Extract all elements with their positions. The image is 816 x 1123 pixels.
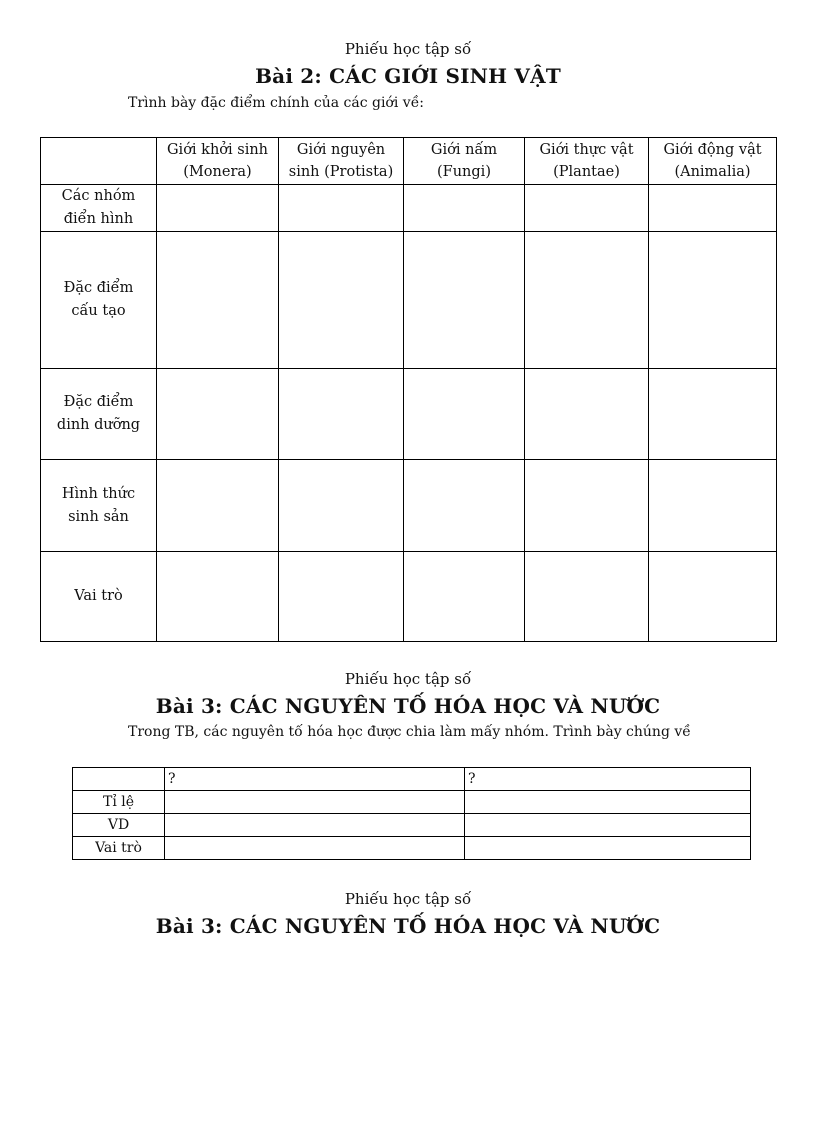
row-reproduction (41, 460, 777, 552)
answer-cell[interactable] (525, 552, 649, 642)
sheet2-label: Phiếu học tập số (344, 670, 472, 688)
answer-cell[interactable] (404, 232, 525, 369)
answer-cell[interactable] (279, 232, 404, 369)
answer-cell[interactable] (404, 185, 525, 232)
answer-cell[interactable] (279, 460, 404, 552)
answer-cell[interactable] (165, 814, 465, 837)
answer-cell[interactable] (525, 232, 649, 369)
elements-table (72, 767, 751, 860)
answer-cell[interactable] (404, 552, 525, 642)
group-header: ? (465, 768, 751, 791)
answer-cell[interactable] (157, 369, 279, 460)
answer-cell[interactable] (157, 460, 279, 552)
answer-cell[interactable] (465, 791, 751, 814)
answer-cell[interactable] (649, 552, 777, 642)
sheet3-label: Phiếu học tập số (344, 890, 472, 908)
answer-cell[interactable] (279, 185, 404, 232)
sheet2-intro: Trong TB, các nguyên tố hóa học được chia làm mấy nhóm. Trình bày chúng về (128, 724, 691, 740)
answer-cell[interactable] (279, 552, 404, 642)
sheet1-title: Bài 2: CÁC GIỚI SINH VẬT (255, 64, 561, 88)
row-header: Đặc điểm cấu tạo (41, 232, 157, 369)
row-header: Vai trò (41, 552, 157, 642)
header-row (73, 768, 751, 791)
sheet2-title: Bài 3: CÁC NGUYÊN TỐ HÓA HỌC VÀ NƯỚC (155, 694, 661, 718)
row-typical-groups (41, 185, 777, 232)
header-plantae: Giới thực vật (Plantae) (525, 138, 649, 185)
row-header: Các nhóm điển hình (41, 185, 157, 232)
answer-cell[interactable] (649, 460, 777, 552)
row-header: Tỉ lệ (73, 791, 165, 814)
header-animalia: Giới động vật (Animalia) (649, 138, 777, 185)
header-monera: Giới khởi sinh (Monera) (157, 138, 279, 185)
row-role (73, 837, 751, 860)
answer-cell[interactable] (157, 185, 279, 232)
corner-cell (41, 138, 157, 185)
answer-cell[interactable] (279, 369, 404, 460)
row-nutrition (41, 369, 777, 460)
answer-cell[interactable] (525, 185, 649, 232)
row-header: Hình thức sinh sản (41, 460, 157, 552)
answer-cell[interactable] (465, 837, 751, 860)
row-header: Vai trò (73, 837, 165, 860)
answer-cell[interactable] (165, 791, 465, 814)
group-header: ? (165, 768, 465, 791)
header-fungi: Giới nấm (Fungi) (404, 138, 525, 185)
answer-cell[interactable] (525, 460, 649, 552)
row-ratio (73, 791, 751, 814)
answer-cell[interactable] (649, 232, 777, 369)
header-protista: Giới nguyên sinh (Protista) (279, 138, 404, 185)
answer-cell[interactable] (165, 837, 465, 860)
answer-cell[interactable] (157, 232, 279, 369)
row-header: VD (73, 814, 165, 837)
answer-cell[interactable] (465, 814, 751, 837)
kingdoms-table (40, 137, 777, 642)
answer-cell[interactable] (404, 369, 525, 460)
answer-cell[interactable] (157, 552, 279, 642)
row-role (41, 552, 777, 642)
sheet1-label: Phiếu học tập số (344, 40, 472, 58)
answer-cell[interactable] (649, 185, 777, 232)
row-header: Đặc điểm dinh dưỡng (41, 369, 157, 460)
sheet3-title: Bài 3: CÁC NGUYÊN TỐ HÓA HỌC VÀ NƯỚC (155, 914, 661, 938)
header-row (41, 138, 777, 185)
corner-cell (73, 768, 165, 791)
sheet1-intro: Trình bày đặc điểm chính của các giới về: (128, 95, 425, 111)
row-example (73, 814, 751, 837)
row-structure (41, 232, 777, 369)
answer-cell[interactable] (525, 369, 649, 460)
answer-cell[interactable] (649, 369, 777, 460)
answer-cell[interactable] (404, 460, 525, 552)
